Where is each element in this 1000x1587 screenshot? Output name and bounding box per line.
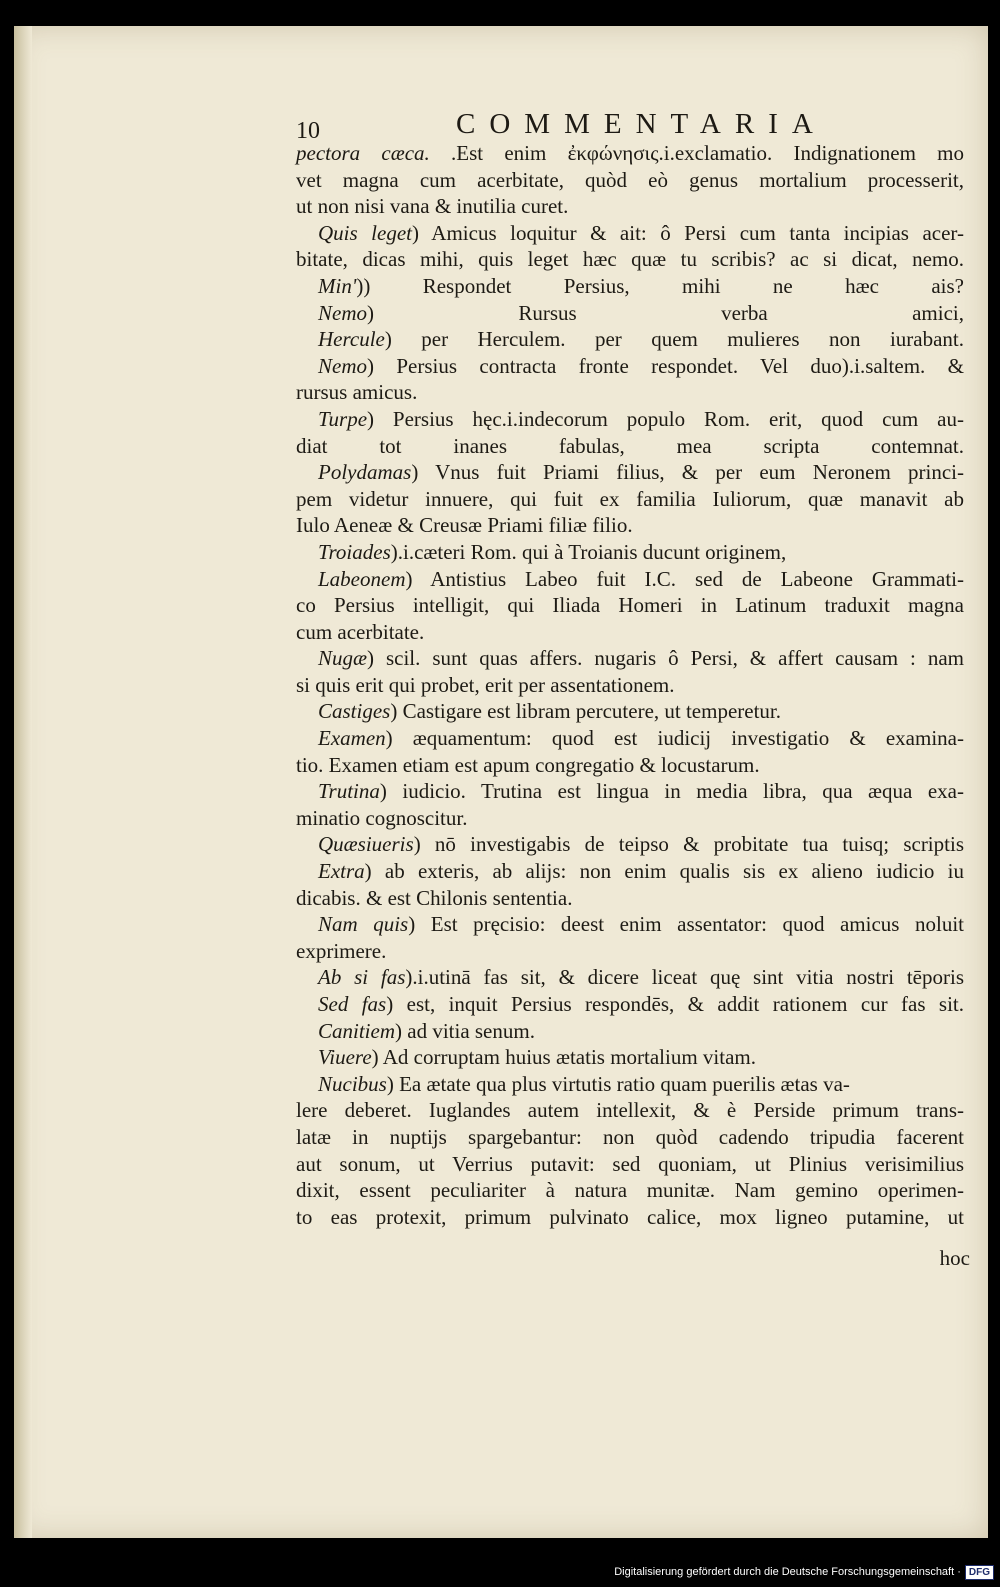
gloss-text: ) æquamentum: quod est iudicij investigatio & examina- <box>385 726 964 751</box>
gloss-text: ) Ad corruptam huius ætatis mortalium vitam. <box>371 1045 757 1070</box>
gloss-text: ) ab exteris, ab alijs: non enim qualis sis ex alieno iudicio iu <box>364 859 964 884</box>
text-line <box>296 566 964 593</box>
text-line <box>296 459 964 486</box>
lemma: Polydamas <box>318 460 412 485</box>
text-line <box>296 512 964 539</box>
gloss-text: ) nō investigabis de teipso & probitate tua tuisq; scriptis <box>413 832 964 857</box>
lemma: pectora cæca. <box>296 141 430 165</box>
text-line <box>296 353 964 380</box>
gloss-text: rursus amicus. <box>296 380 418 405</box>
gloss-text: ) Vnus fuit Priami filius, & per eum Neronem princi- <box>411 460 964 485</box>
gloss-text: ) per Herculem. per quem mulieres non iurabant. <box>384 327 964 352</box>
text-line <box>296 539 964 566</box>
lemma: Trutina <box>318 779 380 804</box>
gloss-text: ) ad vitia senum. <box>395 1018 535 1043</box>
dfg-logo: DFG <box>965 1565 994 1580</box>
gloss-text: ) est, inquit Persius respondēs, & addit rationem cur fas sit. <box>386 992 964 1016</box>
gloss-text: dicabis. & est Chilonis sententia. <box>296 885 573 910</box>
lemma: Ab si fas <box>318 965 406 990</box>
gloss-text: exprimere. <box>296 938 387 963</box>
text-line <box>296 672 964 699</box>
text-line <box>296 273 964 300</box>
gloss-text: pem videtur innuere, qui fuit ex familia Iuliorum, quæ manavit ab <box>296 486 964 511</box>
gloss-text: ) Persius contracta fronte respondet. Vel duo).i.saltem. & <box>367 353 964 378</box>
text-line <box>296 140 964 167</box>
text-line <box>296 1044 964 1071</box>
gloss-text: ).i.utinā fas sit, & dicere liceat quę sint vitia nostri tēporis <box>405 965 964 990</box>
digitization-footer <box>614 1561 994 1583</box>
lemma: Turpe <box>318 406 368 431</box>
gloss-text: ) Ea ætate qua plus virtutis ratio quam puerilis ætas va- <box>386 1071 850 1096</box>
gloss-text: .Est enim ἐκφώνησις.i.exclamatio. Indignationem mo <box>429 141 965 165</box>
lemma: Quis leget <box>318 220 412 245</box>
lemma: Sed fas <box>318 992 387 1016</box>
text-line <box>296 592 964 619</box>
text-line <box>296 778 964 805</box>
gloss-text: ) Rursus verba amici, <box>367 300 964 325</box>
text-line <box>296 938 964 965</box>
lemma: Examen <box>318 726 386 751</box>
text-line <box>296 831 964 858</box>
page-gutter-shadow <box>14 26 32 1538</box>
text-line <box>296 1204 964 1231</box>
gloss-text: tio. Examen etiam est apum congregatio & locustarum. <box>296 752 760 777</box>
gloss-text: ) Est pręcisio: deest enim assentator: quod amicus noluit <box>408 912 964 937</box>
text-line <box>296 805 964 832</box>
text-line <box>296 326 964 353</box>
gloss-text: ) Castigare est libram percutere, ut temperetur. <box>390 699 782 724</box>
gloss-text: ).i.cæteri Rom. qui à Troianis ducunt originem, <box>390 539 787 564</box>
catchword: hoc <box>939 1246 970 1270</box>
gloss-text: ) Persius hęc.i.indecorum populo Rom. erit, quod cum au- <box>367 406 964 431</box>
gloss-text: co Persius intelligit, qui Iliada Homeri in Latinum traduxit magna <box>296 593 964 618</box>
lemma: Canitiem <box>318 1018 395 1043</box>
text-line <box>296 1124 964 1151</box>
lemma: Extra <box>318 859 365 884</box>
lemma: Nemo <box>318 300 367 325</box>
text-line <box>296 1071 964 1098</box>
funding-note: Digitalisierung gefördert durch die Deutsche Forschungsgemeinschaft · <box>614 1566 961 1578</box>
gloss-text: ) iudicio. Trutina est lingua in media libra, qua æqua exa- <box>379 779 964 804</box>
text-line <box>296 885 964 912</box>
text-line <box>296 911 964 938</box>
lemma: Nam quis <box>318 912 409 937</box>
text-line <box>296 193 964 220</box>
text-line <box>296 379 964 406</box>
text-line <box>296 406 964 433</box>
text-line <box>296 858 964 885</box>
gloss-text: ut non nisi vana & inutilia curet. <box>296 194 569 219</box>
text-line <box>296 220 964 247</box>
lemma: Hercule <box>318 327 385 352</box>
gloss-text: minatio cognoscitur. <box>296 805 468 830</box>
text-line <box>296 991 964 1018</box>
text-line <box>296 752 964 779</box>
gloss-text: ) Amicus loquitur & ait: ô Persi cum tanta incipias acer- <box>411 220 964 245</box>
gloss-text: to eas protexit, primum pulvinato calice, mox ligneo putamine, ut <box>296 1204 964 1229</box>
commentary-text <box>296 140 964 1230</box>
lemma: Min' <box>318 273 357 298</box>
gloss-text: aut sonum, ut Verrius putavit: sed quoniam, ut Plinius verisimilius <box>296 1151 964 1176</box>
text-line <box>296 1151 964 1178</box>
gloss-text: dixit, essent peculiariter à natura munitæ. Nam gemino operimen- <box>296 1178 964 1203</box>
lemma: Nemo <box>318 353 367 378</box>
lemma: Nucibus <box>318 1071 387 1096</box>
gloss-text: latæ in nuptijs spargebantur: non quòd cadendo tripudia facerent <box>296 1124 964 1149</box>
gloss-text: diat tot inanes fabulas, mea scripta contemnat. <box>296 433 964 458</box>
gloss-text: cum acerbitate. <box>296 619 425 644</box>
text-line <box>296 300 964 327</box>
gloss-text: )) Respondet Persius, mihi ne hæc ais? <box>356 273 964 298</box>
page-number: 10 <box>296 118 320 144</box>
text-line <box>296 246 964 273</box>
gloss-text: Iulo Aeneæ & Creusæ Priami filiæ filio. <box>296 513 633 538</box>
text-line <box>296 725 964 752</box>
lemma: Castiges <box>318 699 391 724</box>
text-line <box>296 486 964 513</box>
running-title: COMMENTARIA <box>456 108 827 140</box>
lemma: Viuere <box>318 1045 372 1070</box>
lemma: Quæsiueris <box>318 832 414 857</box>
gloss-text: si quis erit qui probet, erit per assentationem. <box>296 672 675 697</box>
text-line <box>296 1177 964 1204</box>
gloss-text: ) Antistius Labeo fuit I.C. sed de Labeone Grammati- <box>405 566 964 591</box>
gloss-text: lere deberet. Iuglandes autem intellexit, & è Perside primum trans- <box>296 1098 964 1123</box>
gloss-text: vet magna cum acerbitate, quòd eò genus mortalium processerit, <box>296 167 964 192</box>
text-line <box>296 645 964 672</box>
text-line <box>296 1018 964 1045</box>
lemma: Labeonem <box>318 566 406 591</box>
text-line <box>296 433 964 460</box>
gloss-text: ) scil. sunt quas affers. nugaris ô Persi, & affert causam : nam <box>367 646 964 671</box>
lemma: Troiades <box>318 539 391 564</box>
gloss-text: bitate, dicas mihi, quis leget hæc quæ tu scribis? ac si dicat, nemo. <box>296 247 964 272</box>
text-line <box>296 698 964 725</box>
text-line <box>296 964 964 991</box>
text-line <box>296 167 964 194</box>
lemma: Nugæ <box>318 646 368 671</box>
text-line <box>296 1097 964 1124</box>
text-line <box>296 619 964 646</box>
